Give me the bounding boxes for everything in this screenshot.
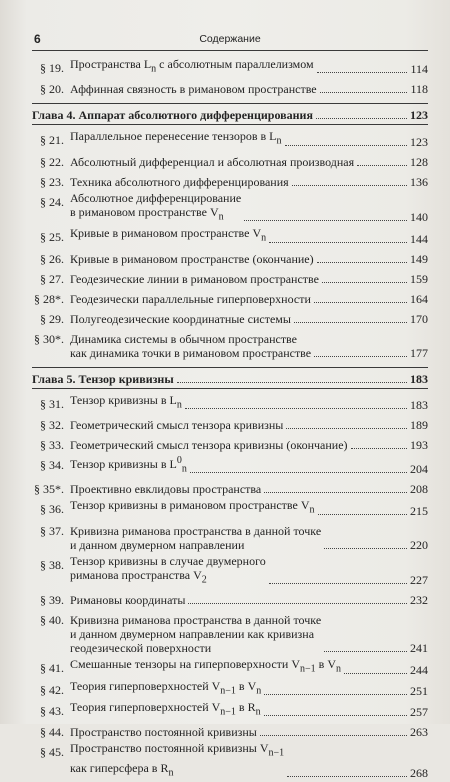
dot-leader: [287, 775, 407, 777]
toc-section-row: [32, 721, 428, 741]
section-title: Римановы координаты: [70, 593, 186, 608]
page-ref: 220: [410, 537, 428, 552]
page-ref: 118: [410, 82, 428, 97]
dot-leader: [351, 447, 407, 449]
toc-section-row: [32, 454, 428, 478]
section-number: § 38.: [40, 557, 64, 572]
page-ref: 268: [410, 766, 428, 781]
section-title: Полугеодезические координатные системы: [70, 311, 291, 326]
section-title: Абсолютное дифференцирование в римановом пространстве $V_n$: [70, 190, 242, 223]
section-title: Параллельное перенесение тензоров в $L_n$: [70, 129, 282, 147]
page-ref: 208: [410, 482, 428, 497]
page-ref: 263: [410, 725, 428, 740]
section-number: § 45.: [40, 745, 64, 760]
toc-section-row: [32, 191, 428, 226]
dot-leader: [357, 164, 407, 166]
chapter-title: Глава 4. Аппарат абсолютного дифференцирования: [32, 108, 313, 123]
section-title: Тензор кривизны в римановом пространстве $V_n$: [70, 498, 315, 516]
dot-leader: [269, 582, 407, 584]
page-ref: 170: [410, 311, 428, 326]
section-number: § 41.: [40, 661, 64, 676]
toc-section-row: [32, 741, 428, 782]
dot-leader: [314, 355, 407, 357]
dot-leader: [317, 261, 407, 263]
section-title: Смешанные тензоры на гиперповерхности $V_{n-1}$ в $V_n$: [70, 657, 341, 675]
dot-leader: [190, 471, 407, 473]
toc-section-row: [32, 393, 428, 414]
page-ref: 183: [410, 371, 428, 386]
dot-leader: [188, 602, 407, 604]
section-number: § 33.: [40, 437, 64, 452]
page-ref: 189: [410, 417, 428, 432]
section-title: Кривизна риманова пространства в данной точке и данном двумерном направлении как кривизна геодезической поверхности: [70, 613, 322, 656]
page-ref: 232: [410, 593, 428, 608]
toc-section-row: [32, 414, 428, 434]
dot-leader: [260, 734, 407, 736]
section-number: § 36.: [40, 502, 64, 517]
section-title: Тензор кривизны в случае двумерного риманова пространства $V_2$: [70, 553, 266, 586]
section-title: Динамика системы в обычном пространстве как динамика точки в римановом пространстве: [70, 331, 312, 360]
dot-leader: [177, 381, 407, 383]
section-number: § 29.: [40, 311, 64, 326]
page-ref: 149: [410, 251, 428, 266]
section-number: § 19.: [40, 61, 64, 75]
section-number: § 37.: [40, 523, 64, 538]
toc-section-row: [32, 57, 428, 78]
toc-section-row: [32, 498, 428, 519]
section-title: Тензор кривизны в $L_n$: [70, 392, 182, 410]
page-ref: 227: [410, 573, 428, 588]
dot-leader: [316, 117, 407, 119]
dot-leader: [292, 184, 407, 186]
section-number: § 25.: [40, 230, 64, 245]
section-title: Теория гиперповерхностей $V_{n-1}$ в $V_n$: [70, 678, 262, 696]
section-title: Проективно евклидовы пространства: [70, 482, 262, 497]
dot-leader: [344, 672, 407, 674]
toc-section-row: [32, 171, 428, 191]
page-ref: 193: [410, 437, 428, 452]
dot-leader: [320, 91, 408, 93]
page-ref: 144: [410, 231, 428, 246]
section-number: § 34.: [40, 457, 64, 472]
toc-section-row: [32, 478, 428, 498]
chapter-title: Глава 5. Тензор кривизны: [32, 371, 174, 386]
table-of-contents: [32, 57, 428, 782]
page-ref: 123: [410, 108, 428, 123]
toc-section-row: [32, 609, 428, 657]
page-ref: 136: [410, 174, 428, 189]
section-number: § 26.: [40, 251, 64, 266]
page-header: [32, 30, 428, 51]
section-number: § 21.: [40, 133, 64, 148]
section-title: Техника абсолютного дифференцирования: [70, 174, 289, 189]
section-number: § 30*.: [34, 331, 64, 346]
page-ref: 123: [410, 134, 428, 149]
toc-section-row: [32, 328, 428, 362]
section-number: § 42.: [40, 682, 64, 697]
dot-leader: [264, 693, 407, 695]
toc-section-row: [32, 129, 428, 150]
toc-section-row: [32, 554, 428, 589]
toc-section-row: [32, 657, 428, 678]
dot-leader: [324, 650, 407, 652]
section-number: § 27.: [40, 271, 64, 286]
section-number: § 28*.: [34, 291, 64, 306]
section-number: § 43.: [40, 703, 64, 718]
dot-leader: [322, 281, 407, 283]
toc-chapter-row: [32, 367, 428, 389]
toc-section-row: [32, 308, 428, 328]
section-title: Пространство постоянной кривизны: [70, 725, 257, 740]
section-title: Аффинная связность в римановом пространстве: [70, 82, 317, 97]
dot-leader: [318, 513, 408, 515]
toc-section-row: [32, 226, 428, 247]
toc-chapter-row: [32, 103, 428, 125]
section-title: Кривизна риманова пространства в данной точке и данном двумерном направлении: [70, 523, 322, 552]
section-number: § 39.: [40, 593, 64, 608]
section-number: § 32.: [40, 417, 64, 432]
toc-section-row: [32, 151, 428, 171]
section-title: Геометрический смысл тензора кривизны: [70, 417, 284, 432]
section-title: Абсолютный дифференциал и абсолютная производная: [70, 154, 355, 169]
page-ref: 128: [410, 154, 428, 169]
page-ref: 215: [410, 503, 428, 518]
dot-leader: [185, 407, 407, 409]
page-ref: 244: [410, 662, 428, 677]
toc-section-row: [32, 589, 428, 609]
section-title: Кривые в римановом пространстве (окончание): [70, 251, 314, 266]
page-ref: 251: [410, 683, 428, 698]
toc-section-row: [32, 520, 428, 554]
dot-leader: [285, 144, 408, 146]
page-ref: 177: [410, 345, 428, 360]
toc-section-row: [32, 700, 428, 721]
dot-leader: [264, 714, 407, 716]
dot-leader: [264, 491, 407, 493]
dot-leader: [314, 301, 407, 303]
section-number: § 23.: [40, 174, 64, 189]
toc-section-row: [32, 434, 428, 454]
page-ref: 204: [410, 462, 428, 477]
page-ref: 140: [410, 210, 428, 225]
page-ref: 183: [410, 397, 428, 412]
section-number: § 40.: [40, 613, 64, 628]
toc-section-row: [32, 78, 428, 98]
section-title: Пространство постоянной кривизны $V_{n-1}$ как гиперсфера в $R_n$: [70, 741, 285, 779]
section-number: § 20.: [40, 82, 64, 97]
dot-leader: [294, 321, 407, 323]
section-number: § 22.: [40, 154, 64, 169]
dot-leader: [324, 547, 407, 549]
section-number: § 31.: [40, 396, 64, 411]
section-title: Теория гиперповерхностей $V_{n-1}$ в $R_n$: [70, 699, 261, 718]
page-ref: 164: [410, 291, 428, 306]
section-number: § 44.: [40, 725, 64, 740]
section-title: Геодезически параллельные гиперповерхности: [70, 291, 311, 306]
section-title: Пространства $L_n$ с абсолютным параллелизмом: [70, 57, 314, 75]
dot-leader: [286, 427, 407, 429]
page-ref: 159: [410, 271, 428, 286]
section-number: § 24.: [40, 194, 64, 209]
toc-section-row: [32, 679, 428, 700]
toc-section-row: [32, 268, 428, 288]
toc-section-row: [32, 288, 428, 308]
running-title: Содержание: [199, 33, 261, 45]
page-ref: 257: [410, 705, 428, 720]
dot-leader: [244, 219, 407, 221]
page-ref: 114: [410, 62, 428, 77]
section-title: Тензор кривизны в $L^0_n$: [70, 454, 187, 475]
section-title: Геометрический смысл тензора кривизны (окончание): [70, 437, 348, 452]
section-title: Кривые в римановом пространстве $V_n$: [70, 226, 267, 244]
section-number: § 35*.: [34, 482, 64, 497]
page-ref: 241: [410, 641, 428, 656]
section-title: Геодезические линии в римановом пространстве: [70, 271, 319, 286]
toc-section-row: [32, 248, 428, 268]
page-number: 6: [34, 32, 41, 46]
dot-leader: [317, 71, 408, 73]
dot-leader: [269, 241, 407, 243]
